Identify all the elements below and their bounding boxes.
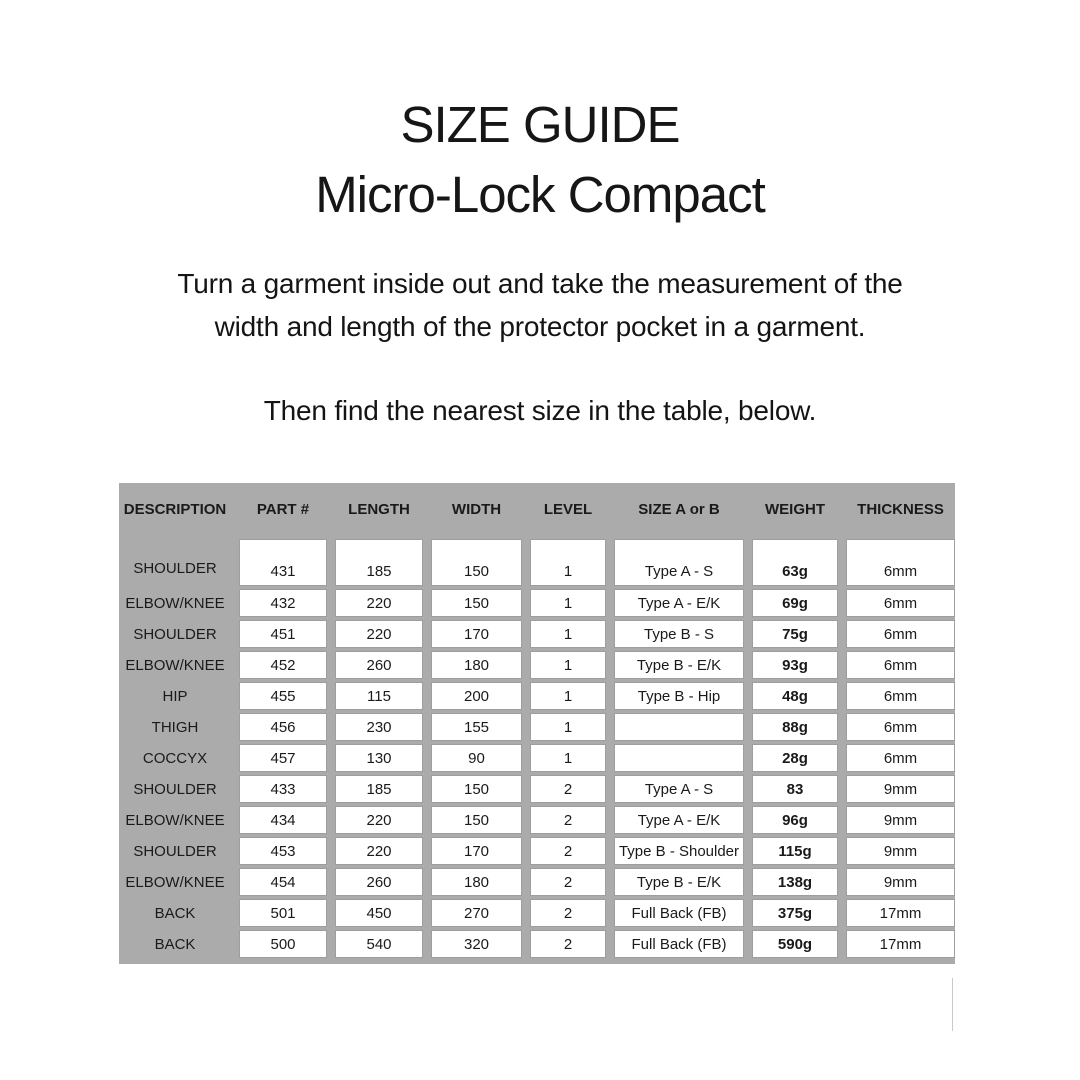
row-description: ELBOW/KNEE xyxy=(125,873,225,891)
intro-paragraph xyxy=(0,262,1080,348)
table-cell: 180 xyxy=(431,868,522,896)
table-cell: 83 xyxy=(752,775,838,803)
table-cell: 1 xyxy=(530,539,606,586)
table-cell: 150 xyxy=(431,539,522,586)
table-cell: 433 xyxy=(239,775,327,803)
table-cell: 270 xyxy=(431,899,522,927)
table-cell: 88g xyxy=(752,713,838,741)
table-cell: Full Back (FB) xyxy=(614,930,744,958)
table-cell: 63g xyxy=(752,539,838,586)
column-header-length: LENGTH xyxy=(348,501,410,518)
page-title-line1: SIZE GUIDE xyxy=(400,96,680,153)
row-description: SHOULDER xyxy=(133,560,217,577)
table-cell: 9mm xyxy=(846,868,955,896)
table-cell: 6mm xyxy=(846,539,955,586)
table-cell: 1 xyxy=(530,682,606,710)
table-cell: 90 xyxy=(431,744,522,772)
table-cell: 432 xyxy=(239,589,327,617)
table-cell: 590g xyxy=(752,930,838,958)
table-cell: 17mm xyxy=(846,899,955,927)
table-cell: Type A - S xyxy=(614,775,744,803)
table-cell: 220 xyxy=(335,837,423,865)
table-cell xyxy=(614,713,744,741)
table-cell: 185 xyxy=(335,775,423,803)
intro-line1: Turn a garment inside out and take the measurement of the xyxy=(177,268,903,299)
table-cell: Type A - S xyxy=(614,539,744,586)
table-cell: 17mm xyxy=(846,930,955,958)
table-cell: 450 xyxy=(335,899,423,927)
table-cell: 2 xyxy=(530,837,606,865)
table-cell: 456 xyxy=(239,713,327,741)
row-description: ELBOW/KNEE xyxy=(125,594,225,612)
table-cell: 452 xyxy=(239,651,327,679)
table-cell: 115g xyxy=(752,837,838,865)
table-cell: 260 xyxy=(335,868,423,896)
column-header-part: PART # xyxy=(256,501,310,518)
intro-note: Then find the nearest size in the table, below. xyxy=(263,395,817,426)
row-description: ELBOW/KNEE xyxy=(125,656,225,674)
row-description: BACK xyxy=(154,935,196,953)
table-cell: 75g xyxy=(752,620,838,648)
table-cell: 170 xyxy=(431,620,522,648)
table-cell: Type B - E/K xyxy=(614,651,744,679)
table-cell: 540 xyxy=(335,930,423,958)
table-cell: 220 xyxy=(335,620,423,648)
table-cell: 6mm xyxy=(846,651,955,679)
table-cell: 6mm xyxy=(846,713,955,741)
table-cell: 155 xyxy=(431,713,522,741)
table-cell: 434 xyxy=(239,806,327,834)
table-cell: 220 xyxy=(335,806,423,834)
table-cell: 9mm xyxy=(846,837,955,865)
size-table-grid xyxy=(119,483,955,958)
table-cell: 6mm xyxy=(846,620,955,648)
table-cell: 455 xyxy=(239,682,327,710)
table-cell: 130 xyxy=(335,744,423,772)
table-cell: 453 xyxy=(239,837,327,865)
row-description: HIP xyxy=(162,687,188,705)
table-cell: 138g xyxy=(752,868,838,896)
table-cell: 2 xyxy=(530,899,606,927)
table-cell: 1 xyxy=(530,589,606,617)
table-cell: 93g xyxy=(752,651,838,679)
column-header-width: WIDTH xyxy=(451,501,502,518)
table-cell: 48g xyxy=(752,682,838,710)
table-cell: Type B - Hip xyxy=(614,682,744,710)
table-cell: 2 xyxy=(530,930,606,958)
table-cell: 451 xyxy=(239,620,327,648)
page-title-line2: Micro-Lock Compact xyxy=(315,166,765,223)
table-cell: 150 xyxy=(431,589,522,617)
table-cell: 454 xyxy=(239,868,327,896)
table-cell: 2 xyxy=(530,775,606,803)
row-description: BACK xyxy=(154,904,196,922)
column-header-level: LEVEL xyxy=(543,501,593,518)
column-header-description: DESCRIPTION xyxy=(123,501,227,518)
table-cell: 1 xyxy=(530,744,606,772)
table-cell: Full Back (FB) xyxy=(614,899,744,927)
column-header-size-a-or-b: SIZE A or B xyxy=(638,501,720,518)
row-description: SHOULDER xyxy=(133,625,217,643)
table-cell: 69g xyxy=(752,589,838,617)
page-edge-artifact-line xyxy=(952,978,953,1031)
table-cell: 1 xyxy=(530,651,606,679)
table-cell: 1 xyxy=(530,713,606,741)
table-cell: 320 xyxy=(431,930,522,958)
table-cell: 6mm xyxy=(846,589,955,617)
table-cell: 431 xyxy=(239,539,327,586)
table-cell: Type B - S xyxy=(614,620,744,648)
table-cell: 150 xyxy=(431,775,522,803)
page-title xyxy=(0,90,1080,230)
table-cell: 185 xyxy=(335,539,423,586)
table-cell: 1 xyxy=(530,620,606,648)
row-description: THIGH xyxy=(151,718,199,736)
table-cell: 6mm xyxy=(846,744,955,772)
table-cell: 230 xyxy=(335,713,423,741)
table-cell: 150 xyxy=(431,806,522,834)
table-cell: Type B - E/K xyxy=(614,868,744,896)
table-cell: Type B - Shoulder xyxy=(614,837,744,865)
table-cell: 170 xyxy=(431,837,522,865)
table-cell: 9mm xyxy=(846,775,955,803)
table-cell: 501 xyxy=(239,899,327,927)
column-header-weight: WEIGHT xyxy=(765,501,825,518)
table-cell: 260 xyxy=(335,651,423,679)
table-cell: 6mm xyxy=(846,682,955,710)
table-cell: 96g xyxy=(752,806,838,834)
table-cell: 115 xyxy=(335,682,423,710)
intro-line2: width and length of the protector pocket in a garment. xyxy=(214,311,866,342)
table-cell: 180 xyxy=(431,651,522,679)
column-header-thickness: THICKNESS xyxy=(857,501,944,518)
table-cell: 9mm xyxy=(846,806,955,834)
row-description: SHOULDER xyxy=(133,842,217,860)
table-cell xyxy=(614,744,744,772)
table-cell: 500 xyxy=(239,930,327,958)
table-cell: Type A - E/K xyxy=(614,806,744,834)
table-cell: 200 xyxy=(431,682,522,710)
table-cell: 375g xyxy=(752,899,838,927)
table-cell: 457 xyxy=(239,744,327,772)
table-cell: 2 xyxy=(530,806,606,834)
row-description: COCCYX xyxy=(142,749,208,767)
table-cell: Type A - E/K xyxy=(614,589,744,617)
row-description: ELBOW/KNEE xyxy=(125,811,225,829)
row-description: SHOULDER xyxy=(133,780,217,798)
table-cell: 220 xyxy=(335,589,423,617)
table-cell: 2 xyxy=(530,868,606,896)
size-table xyxy=(119,483,955,964)
table-cell: 28g xyxy=(752,744,838,772)
